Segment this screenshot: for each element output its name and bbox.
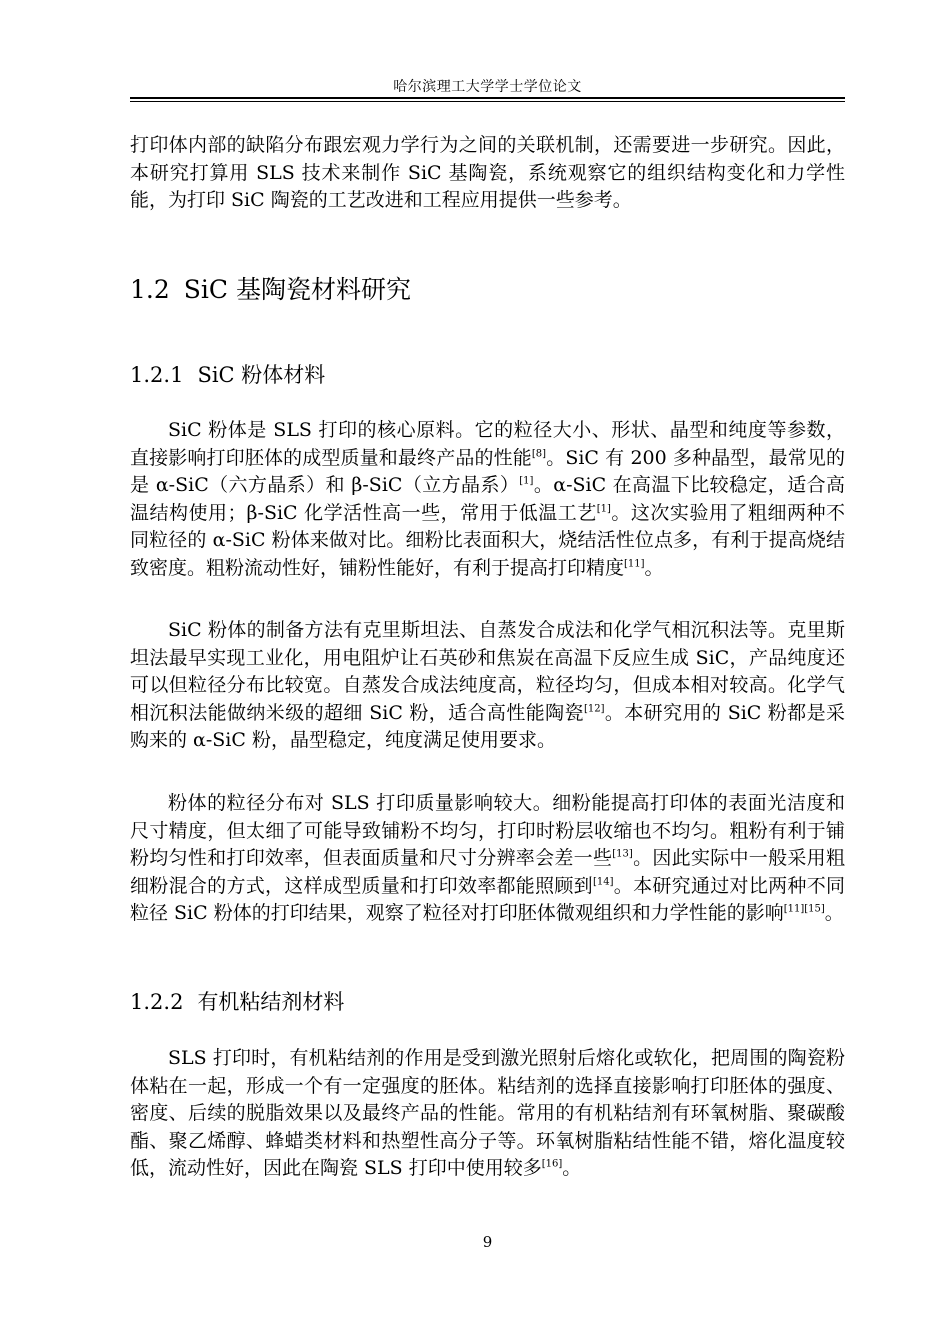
section-number: 1.2: [130, 275, 170, 304]
text-run: 。本研究通过对比两种不同粒径 SiC 粉体的打印结果，观察了粒径对打印胚体微观组织和力学性能的影响: [130, 874, 845, 924]
running-head: 哈尔滨理工大学学士学位论文: [393, 79, 582, 95]
paragraph-sic-preparation: [130, 617, 845, 755]
citation-ref: [8]: [531, 448, 547, 460]
citation-ref: [16]: [541, 1158, 563, 1170]
citation-ref: [12]: [583, 703, 605, 715]
header-rule: [130, 97, 845, 102]
text-run: 。: [562, 1157, 582, 1179]
text-run: 。这次实验用了粗细两种不同粒径的 α-SiC 粉体来做对比。细粉比表面积大，烧结活性位点多，有利于提高烧结致密度。粗粉流动性好，铺粉性能好，有利于提高打印精度: [130, 501, 845, 579]
paragraph-intro-continued: [130, 132, 845, 215]
text-run: 粉体的粒径分布对 SLS 打印质量影响较大。细粉能提高打印体的表面光洁度和尺寸精度，但太细了可能导致铺粉不均匀，打印时粉层收缩也不均匀。粗粉有利于铺粉均匀性和打印效率，但表面质量和尺寸分辨率会差一些: [130, 792, 845, 869]
citation-ref: [1]: [596, 503, 611, 515]
text-run: 。SiC 有 200 多种晶型，最常见的是 α-SiC（六方晶系）和 β-SiC（立方晶系）: [130, 446, 845, 496]
text-run: 。本研究用的 SiC 粉都是采购来的 α-SiC 粉，晶型稳定，纯度满足使用要求。: [130, 701, 845, 751]
section-number: 1.2.1: [130, 363, 184, 387]
text-run: 。因此实际中一般采用粗细粉混合的方式，这样成型质量和打印效率都能照顾到: [130, 847, 845, 897]
paragraph-binder: [130, 1045, 845, 1183]
text-run: 。: [644, 556, 664, 579]
section-title: SiC 粉体材料: [197, 363, 326, 387]
text-run: SiC 粉体是 SLS 打印的核心原料。它的粒径大小、形状、晶型和纯度等参数，直接影响打印胚体的成型质量和最终产品的性能: [130, 419, 845, 469]
text-run: 。: [824, 902, 844, 924]
citation-ref: [13]: [612, 848, 633, 860]
citation-ref: [14]: [592, 876, 614, 888]
page-number: 9: [482, 1233, 493, 1251]
section-title: 有机粘结剂材料: [197, 990, 345, 1014]
paragraph-particle-size: [130, 790, 845, 928]
citation-ref: [1]: [519, 475, 534, 487]
section-heading-1-2-1: [130, 359, 325, 389]
text-run: 打印体内部的缺陷分布跟宏观力学行为之间的关联机制，还需要进一步研究。因此，本研究打算用 SLS 技术来制作 SiC 基陶瓷，系统观察它的组织结构变化和力学性能，为打印 SiC 陶瓷的工艺改进和工程应用提供一些参考。: [130, 134, 845, 211]
paragraph-sic-powder: [130, 417, 845, 582]
text-run: 。α-SiC 在高温下比较稳定，适合高温结构使用；β-SiC 化学活性高一些，常用于低温工艺: [130, 474, 846, 524]
text-run: SLS 打印时，有机粘结剂的作用是受到激光照射后熔化或软化，把周围的陶瓷粉体粘在一起，形成一个有一定强度的胚体。粘结剂的选择直接影响打印胚体的强度、密度、后续的脱脂效果以及最终产品的性能。常用的有机粘结剂有环氧树脂、聚碳酸酯、聚乙烯醇、蜂蜡类材料和热塑性高分子等。环氧树脂粘结性能不错，熔化温度较低，流动性好，因此在陶瓷 SLS 打印中使用较多: [130, 1047, 845, 1179]
text-run: SiC 粉体的制备方法有克里斯坦法、自蒸发合成法和化学气相沉积法等。克里斯坦法最早实现工业化，用电阻炉让石英砂和焦炭在高温下反应生成 SiC，产品纯度还可以但粒径分布比较宽。自蒸发合成法纯度高，粒径均匀，但成本相对较高。化学气相沉积法能做纳米级的超细 SiC 粉，适合高性能陶瓷: [130, 619, 845, 724]
section-heading-1-2-2: [130, 986, 344, 1016]
section-heading-1-2: [130, 270, 411, 306]
section-title: SiC 基陶瓷材料研究: [183, 275, 411, 304]
section-number: 1.2.2: [130, 990, 184, 1014]
citation-ref: [11][15]: [783, 903, 825, 915]
citation-ref: [11]: [624, 558, 645, 570]
